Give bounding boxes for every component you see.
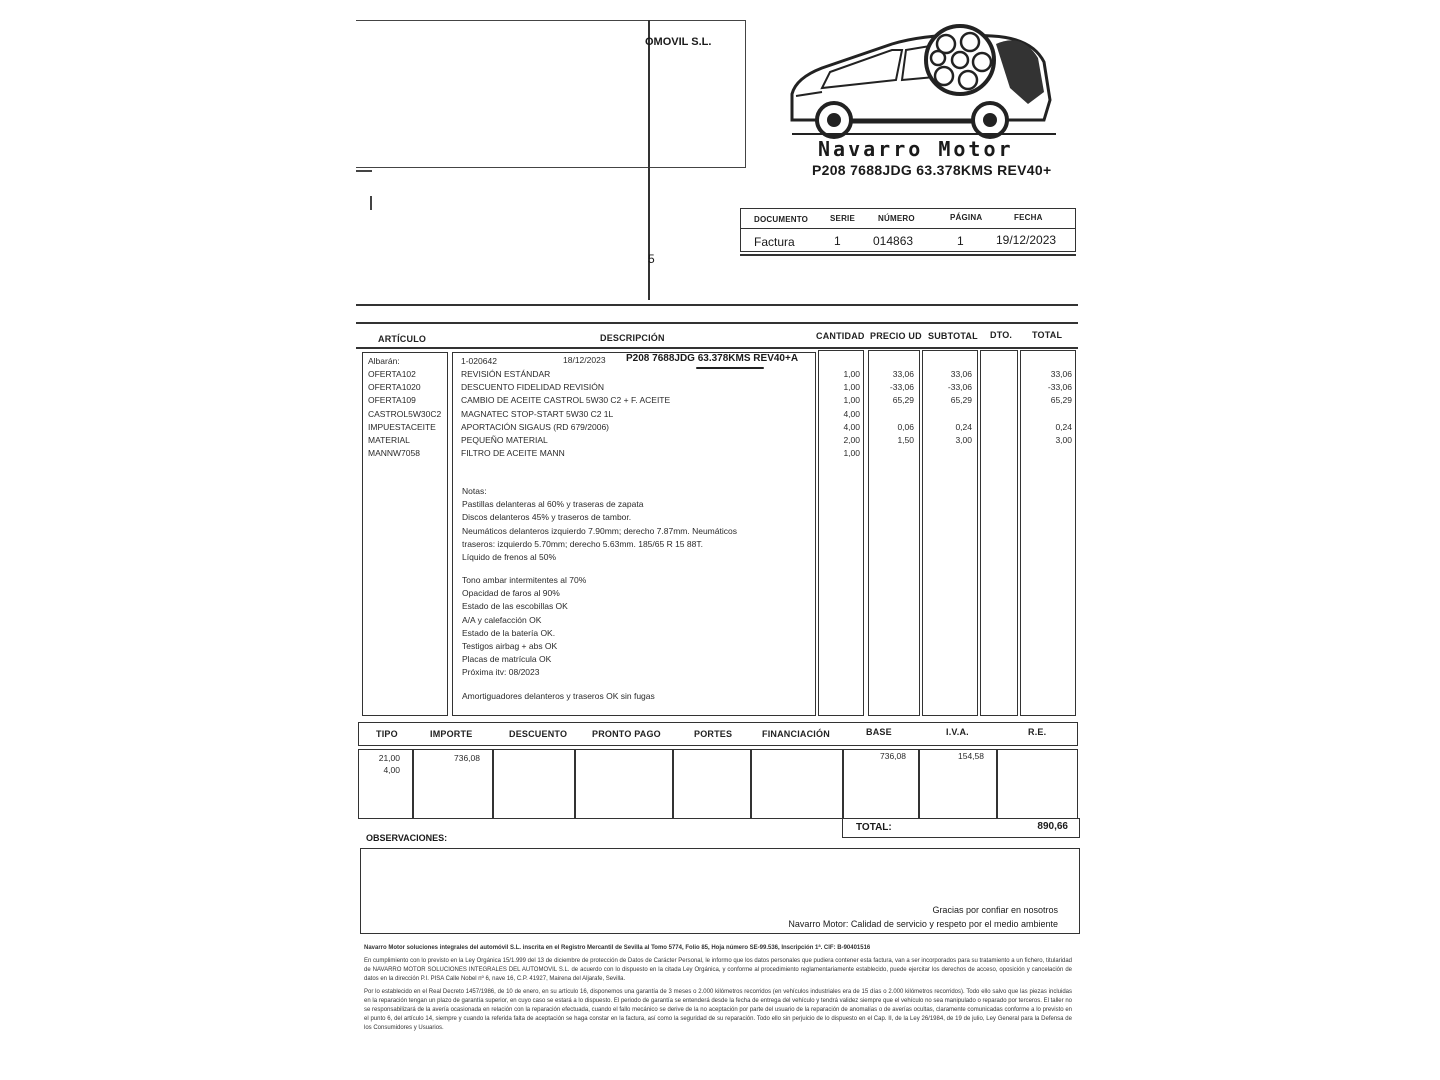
item-description: CAMBIO DE ACEITE CASTROL 5W30 C2 + F. ACEITE	[461, 395, 671, 406]
scan-tick	[370, 196, 372, 210]
scan-tick	[356, 170, 372, 172]
label-numero: NÚMERO	[878, 214, 915, 223]
summary-header: TIPO	[376, 729, 398, 739]
note-line: traseros: izquierdo 5.70mm; derecho 5.63mm. 185/65 R 15 88T.	[462, 538, 703, 549]
notes-amortiguadores: Amortiguadores delanteros y traseros OK sin fugas	[462, 691, 655, 701]
item-subtotal: 3,00	[955, 435, 972, 445]
item-subtotal: 33,06	[950, 369, 972, 379]
table-top-rule	[356, 322, 1078, 324]
item-total: 3,00	[1055, 435, 1072, 445]
customer-mark: 5	[648, 252, 655, 266]
item-total: 65,29	[1050, 395, 1072, 406]
note-line: Neumáticos delanteros izquierdo 7.90mm; derecho 7.87mm. Neumáticos	[462, 525, 737, 536]
note-line: Tono ambar intermitentes al 70%	[462, 575, 587, 585]
col-cantidad: CANTIDAD	[816, 331, 865, 341]
col-total: TOTAL	[1032, 330, 1063, 340]
note-line: Testigos airbag + abs OK	[462, 641, 558, 652]
label-serie: SERIE	[830, 214, 856, 223]
customer-name: OMOVIL S.L.	[645, 36, 712, 48]
item-quantity: 4,00	[843, 408, 860, 419]
item-code: CASTROL5W30C2	[368, 408, 442, 419]
item-description: MAGNATEC STOP-START 5W30 C2 1L	[461, 408, 614, 419]
thanks-line-2: Navarro Motor: Calidad de servicio y respeto por el medio ambiente	[788, 919, 1058, 929]
label-pagina: PÁGINA	[950, 213, 983, 222]
thanks-line-1: Gracias por confiar en nosotros	[932, 905, 1058, 915]
value-numero: 014863	[873, 234, 914, 248]
summary-column-divider	[672, 749, 674, 819]
item-unit-price: -33,06	[889, 382, 914, 393]
item-subtotal: 0,24	[955, 421, 972, 432]
item-code: IMPUESTACEITE	[368, 421, 436, 432]
summary-base: 736,08	[880, 751, 906, 761]
item-description: DESCUENTO FIDELIDAD REVISIÓN	[461, 382, 604, 393]
col-articulo: ARTÍCULO	[378, 334, 427, 344]
summary-header: FINANCIACIÓN	[762, 729, 830, 739]
total-value: 890,66	[1037, 821, 1068, 832]
table-header-rule	[356, 347, 1078, 349]
item-subtotal: -33,06	[947, 382, 972, 393]
section-separator	[356, 304, 1078, 306]
item-quantity: 1,00	[843, 369, 860, 379]
document-info-divider	[740, 228, 1076, 229]
note-line: Pastillas delanteras al 60% y traseras de zapata	[462, 499, 644, 510]
item-code: MANNW7058	[368, 448, 420, 459]
item-quantity: 4,00	[843, 421, 860, 432]
item-total: -33,06	[1047, 382, 1072, 393]
navarro-motor-logo	[782, 22, 1082, 140]
summary-column-divider	[996, 749, 998, 819]
item-description: REVISIÓN ESTÁNDAR	[461, 369, 551, 379]
label-fecha: FECHA	[1014, 213, 1043, 222]
note-line: Notas:	[462, 486, 487, 496]
item-quantity: 2,00	[843, 435, 860, 445]
item-subtotal: 65,29	[950, 395, 972, 406]
summary-column-divider	[492, 749, 494, 819]
albaran-date: 18/12/2023	[563, 355, 606, 365]
brand-name: Navarro Motor	[818, 137, 1014, 161]
note-line: Placas de matrícula OK	[462, 654, 552, 665]
label-documento: DOCUMENTO	[754, 215, 809, 224]
legal-warranty: Por lo establecido en el Real Decreto 1457/1986, de 10 de enero, en su artículo 16, disponemos una garantía de 3 meses o 2.000 kilómetros recorridos (en vehículos industriales era de 15 días o 2.000 kilómetros recorridos). Todo ello salvo que las piezas incluidas en la reparación tengan un plazo de garantía superior, en cuyo caso se estará a lo dispuesto. El periodo de garantía se entenderá desde la fecha de entrega del vehículo y tendrá validez siempre que el vehículo no sea manipulado o reparado por terceros. El taller no se responsabilizará de la avería ocasionada en relación con la reparación efectuada, cuando el fallo mecánico se derive de la no aceptación por parte del usuario de la reparación de anomalías o de averías ocultas, claramente comunicadas conforme a lo previsto en el punto 6, del artículo 14, siempre y cuando la referida falta de aceptación se haga constar en la factura, así como la seguridad de su reparación. Todo ello sin perjuicio de lo dispuesto en el Cap. II, de la Ley 26/1984, de 19 de julio, Ley General para la Defensa de los Consumidores y Usuarios.	[364, 989, 1072, 1031]
col-precio: PRECIO UD	[870, 331, 922, 341]
note-line: Estado de las escobillas OK	[462, 601, 568, 612]
albaran-ref-underline	[696, 367, 764, 369]
note-line: Líquido de frenos al 50%	[462, 552, 557, 563]
notes-block-b	[462, 574, 586, 680]
note-line: A/A y calefacción OK	[462, 614, 542, 625]
total-label: TOTAL:	[856, 822, 892, 833]
summary-tipo-1: 21,00	[378, 753, 400, 763]
summary-header: PRONTO PAGO	[592, 729, 661, 739]
note-line: Opacidad de faros al 90%	[462, 588, 560, 599]
summary-header: IMPORTE	[430, 729, 473, 739]
item-code: OFERTA102	[368, 369, 416, 379]
item-total: 33,06	[1050, 369, 1072, 379]
summary-header: BASE	[866, 727, 892, 737]
item-quantity: 1,00	[843, 448, 860, 459]
summary-header: PORTES	[694, 729, 733, 739]
summary-column-divider	[412, 749, 414, 819]
legal-data-protection: En cumplimiento con lo previsto en la Ley Orgánica 15/1.999 del 13 de diciembre de protección de Datos de Carácter Personal, le informo que los datos personales que pudiera contener esta factura, van a ser incorporados para su tratamiento a un fichero, titularidad de NAVARRO MOTOR SOLUCIONES INTEGRALES DEL AUTOMOVIL S.L. de acuerdo con lo dispuesto en la citada Ley Orgánica, y conforme al procedimiento reglamentariamente establecido, puede ejercitar los derechos de acceso, oposición y cancelación de datos en la dirección P.I. PISA Calle Nobel nº 6, nave 16, C.P. 41927, Mairena del Aljarafe, Sevilla.	[364, 958, 1072, 982]
summary-header: DESCUENTO	[509, 729, 568, 739]
item-unit-price: 0,06	[897, 421, 914, 432]
albaran-label: Albarán:	[368, 356, 400, 366]
col-descripcion: DESCRIPCIÓN	[600, 333, 665, 343]
note-line: Estado de la batería OK.	[462, 627, 556, 638]
note-line: Próxima itv: 08/2023	[462, 667, 540, 678]
col-box-dto	[980, 350, 1018, 716]
item-description: APORTACIÓN SIGAUS (RD 679/2006)	[461, 421, 610, 432]
value-documento: Factura	[754, 235, 795, 249]
observaciones-label: OBSERVACIONES:	[366, 833, 448, 843]
item-unit-price: 33,06	[892, 369, 914, 379]
summary-header: R.E.	[1028, 727, 1047, 737]
summary-iva: 154,58	[958, 751, 984, 761]
vehicle-line: P208 7688JDG 63.378KMS REV40+	[812, 162, 1052, 178]
albaran-number: 1-020642	[461, 356, 497, 366]
document-info-underline	[740, 254, 1076, 256]
summary-importe: 736,08	[454, 753, 480, 763]
col-subtotal: SUBTOTAL	[928, 331, 978, 341]
col-dto: DTO.	[990, 330, 1013, 340]
item-code: OFERTA1020	[368, 382, 421, 393]
item-code: MATERIAL	[368, 435, 410, 445]
item-total: 0,24	[1055, 421, 1072, 432]
summary-column-divider	[750, 749, 752, 819]
notes-block-a	[462, 485, 737, 564]
note-line: Discos delanteros 45% y traseros de tambor.	[462, 512, 632, 523]
item-code: OFERTA109	[368, 395, 416, 406]
summary-column-divider	[842, 749, 844, 819]
legal-footer	[364, 944, 1072, 1037]
item-quantity: 1,00	[843, 395, 860, 406]
summary-header: I.V.A.	[946, 727, 969, 737]
value-fecha: 19/12/2023	[996, 233, 1057, 247]
legal-registry: Navarro Motor soluciones integrales del automóvil S.L. inscrita en el Registro Mercantil de Sevilla al Tomo 5774, Folio 85, Hoja número SE-99.536, Inscripción 1ª. CIF: B-90401516	[364, 945, 871, 951]
albaran-ref: P208 7688JDG 63.378KMS REV40+A	[626, 353, 799, 364]
item-quantity: 1,00	[843, 382, 860, 393]
item-unit-price: 1,50	[897, 435, 914, 445]
item-unit-price: 65,29	[892, 395, 914, 406]
item-description: PEQUEÑO MATERIAL	[461, 435, 548, 445]
value-serie: 1	[834, 234, 841, 248]
summary-column-divider	[918, 749, 920, 819]
summary-tipo-2: 4,00	[383, 765, 400, 775]
value-pagina: 1	[957, 234, 964, 248]
item-description: FILTRO DE ACEITE MANN	[461, 448, 565, 459]
summary-column-divider	[574, 749, 576, 819]
